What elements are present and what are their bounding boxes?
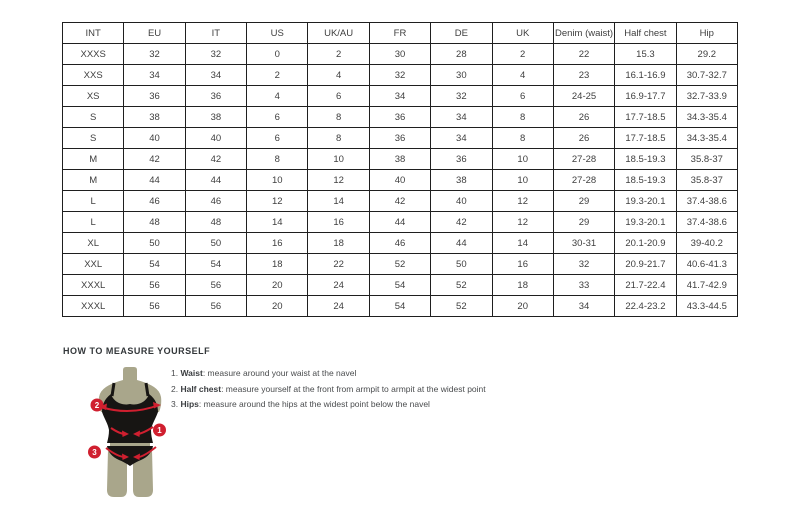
table-cell: XXXL xyxy=(63,296,124,317)
table-cell: 54 xyxy=(369,275,430,296)
table-cell: 30 xyxy=(431,65,492,86)
table-cell: 14 xyxy=(247,212,308,233)
table-cell: 56 xyxy=(124,275,185,296)
table-cell: 32 xyxy=(431,86,492,107)
badge-hips xyxy=(88,446,101,459)
table-cell: 6 xyxy=(247,107,308,128)
column-header: EU xyxy=(124,23,185,44)
table-cell: 21.7-22.4 xyxy=(615,275,676,296)
table-cell: XS xyxy=(63,86,124,107)
table-cell: 8 xyxy=(308,128,369,149)
table-cell: 52 xyxy=(431,296,492,317)
table-row xyxy=(63,149,738,170)
table-cell: 44 xyxy=(369,212,430,233)
table-cell: 29 xyxy=(553,191,614,212)
table-cell: 32.7-33.9 xyxy=(676,86,737,107)
step-term: Half chest xyxy=(180,383,222,394)
table-cell: 17.7-18.5 xyxy=(615,128,676,149)
measure-step xyxy=(171,366,486,382)
table-cell: M xyxy=(63,149,124,170)
table-cell: L xyxy=(63,212,124,233)
column-header: INT xyxy=(63,23,124,44)
table-row xyxy=(63,44,738,65)
table-cell: 34 xyxy=(124,65,185,86)
table-cell: 34 xyxy=(553,296,614,317)
table-cell: XXXL xyxy=(63,275,124,296)
table-cell: 32 xyxy=(185,44,246,65)
step-number: 3. xyxy=(171,399,181,409)
table-cell: 29 xyxy=(553,212,614,233)
table-cell: 12 xyxy=(247,191,308,212)
table-cell: 8 xyxy=(492,128,553,149)
table-cell: 32 xyxy=(124,44,185,65)
table-cell: 34 xyxy=(369,86,430,107)
table-cell: 40 xyxy=(185,128,246,149)
badge-chest-number: 2 xyxy=(94,401,100,410)
table-cell: 2 xyxy=(308,44,369,65)
table-cell: XXS xyxy=(63,65,124,86)
table-cell: 41.7-42.9 xyxy=(676,275,737,296)
table-cell: 42 xyxy=(431,212,492,233)
measure-step xyxy=(171,382,486,398)
badge-chest xyxy=(91,399,104,412)
table-cell: 43.3-44.5 xyxy=(676,296,737,317)
table-cell: 38 xyxy=(124,107,185,128)
table-row xyxy=(63,191,738,212)
table-cell: 52 xyxy=(369,254,430,275)
table-row xyxy=(63,275,738,296)
table-cell: 10 xyxy=(247,170,308,191)
table-cell: 32 xyxy=(369,65,430,86)
table-cell: 54 xyxy=(369,296,430,317)
table-cell: 35.8-37 xyxy=(676,149,737,170)
step-number: 2. xyxy=(171,383,181,394)
size-chart-head xyxy=(63,23,738,44)
column-header: US xyxy=(247,23,308,44)
table-cell: 26 xyxy=(553,107,614,128)
table-cell: 10 xyxy=(492,149,553,170)
column-header: IT xyxy=(185,23,246,44)
table-cell: 20 xyxy=(247,275,308,296)
table-cell: 54 xyxy=(124,254,185,275)
table-cell: 22.4-23.2 xyxy=(615,296,676,317)
table-cell: 27-28 xyxy=(553,170,614,191)
table-cell: 46 xyxy=(369,233,430,254)
table-cell: 24 xyxy=(308,296,369,317)
table-cell: 24-25 xyxy=(553,86,614,107)
table-cell: 23 xyxy=(553,65,614,86)
table-cell: 50 xyxy=(185,233,246,254)
table-cell: 38 xyxy=(185,107,246,128)
table-cell: 19.3-20.1 xyxy=(615,212,676,233)
table-cell: 36 xyxy=(431,149,492,170)
table-cell: 56 xyxy=(124,296,185,317)
table-cell: XXL xyxy=(63,254,124,275)
measure-step xyxy=(171,397,486,413)
table-cell: 48 xyxy=(124,212,185,233)
table-cell: 10 xyxy=(308,149,369,170)
table-row xyxy=(63,254,738,275)
table-cell: 34 xyxy=(185,65,246,86)
table-cell: 46 xyxy=(185,191,246,212)
table-cell: 37.4-38.6 xyxy=(676,191,737,212)
table-row xyxy=(63,233,738,254)
table-cell: S xyxy=(63,128,124,149)
table-cell: 10 xyxy=(492,170,553,191)
badge-waist xyxy=(153,424,166,437)
table-cell: 36 xyxy=(369,128,430,149)
table-cell: 39-40.2 xyxy=(676,233,737,254)
measure-steps xyxy=(171,366,486,413)
table-cell: 19.3-20.1 xyxy=(615,191,676,212)
table-cell: 12 xyxy=(492,191,553,212)
table-cell: 44 xyxy=(431,233,492,254)
how-to-measure-title: HOW TO MEASURE YOURSELF xyxy=(63,346,211,356)
table-cell: 37.4-38.6 xyxy=(676,212,737,233)
table-cell: 38 xyxy=(369,149,430,170)
table-cell: 20.9-21.7 xyxy=(615,254,676,275)
table-cell: 42 xyxy=(369,191,430,212)
table-cell: 44 xyxy=(124,170,185,191)
table-cell: 18.5-19.3 xyxy=(615,149,676,170)
step-description: : measure around the hips at the widest point below the navel xyxy=(198,399,430,409)
column-header: UK xyxy=(492,23,553,44)
table-cell: 16 xyxy=(247,233,308,254)
table-cell: 40.6-41.3 xyxy=(676,254,737,275)
table-row xyxy=(63,128,738,149)
table-cell: 15.3 xyxy=(615,44,676,65)
table-cell: 40 xyxy=(124,128,185,149)
table-row xyxy=(63,212,738,233)
column-header: UK/AU xyxy=(308,23,369,44)
table-cell: 42 xyxy=(185,149,246,170)
table-cell: 42 xyxy=(124,149,185,170)
step-number: 1. xyxy=(171,368,181,378)
table-cell: 16.9-17.7 xyxy=(615,86,676,107)
table-cell: 18 xyxy=(308,233,369,254)
table-cell: 30 xyxy=(369,44,430,65)
table-cell: 56 xyxy=(185,275,246,296)
size-chart-table xyxy=(62,22,738,317)
table-cell: 14 xyxy=(308,191,369,212)
table-cell: 2 xyxy=(492,44,553,65)
table-cell: 50 xyxy=(124,233,185,254)
table-cell: 24 xyxy=(308,275,369,296)
badge-hips-number: 3 xyxy=(92,448,97,457)
table-cell: 56 xyxy=(185,296,246,317)
size-chart-head-row xyxy=(63,23,738,44)
column-header: Hip xyxy=(676,23,737,44)
column-header: DE xyxy=(431,23,492,44)
step-term: Waist xyxy=(180,368,203,378)
table-cell: 26 xyxy=(553,128,614,149)
table-row xyxy=(63,107,738,128)
table-cell: 38 xyxy=(431,170,492,191)
table-cell: 22 xyxy=(308,254,369,275)
step-description: : measure around your waist at the navel xyxy=(202,368,357,378)
column-header: FR xyxy=(369,23,430,44)
table-cell: 30.7-32.7 xyxy=(676,65,737,86)
table-cell: 8 xyxy=(247,149,308,170)
table-cell: 22 xyxy=(553,44,614,65)
column-header: Denim (waist) xyxy=(553,23,614,44)
table-cell: 6 xyxy=(308,86,369,107)
table-cell: 4 xyxy=(492,65,553,86)
table-cell: 36 xyxy=(185,86,246,107)
table-cell: 40 xyxy=(369,170,430,191)
table-cell: L xyxy=(63,191,124,212)
table-cell: 28 xyxy=(431,44,492,65)
table-cell: 12 xyxy=(308,170,369,191)
table-cell: 48 xyxy=(185,212,246,233)
table-cell: 20 xyxy=(247,296,308,317)
table-cell: 18 xyxy=(247,254,308,275)
table-cell: 4 xyxy=(308,65,369,86)
table-cell: 18.5-19.3 xyxy=(615,170,676,191)
table-cell: 32 xyxy=(553,254,614,275)
table-cell: 8 xyxy=(308,107,369,128)
table-cell: 40 xyxy=(431,191,492,212)
table-cell: 16 xyxy=(492,254,553,275)
table-cell: 30-31 xyxy=(553,233,614,254)
table-cell: 50 xyxy=(431,254,492,275)
table-cell: 16.1-16.9 xyxy=(615,65,676,86)
table-cell: 27-28 xyxy=(553,149,614,170)
table-cell: XL xyxy=(63,233,124,254)
step-term: Hips xyxy=(180,399,199,409)
step-description: : measure yourself at the front from armpit to armpit at the widest point xyxy=(221,383,486,394)
table-row xyxy=(63,170,738,191)
table-cell: 34 xyxy=(431,107,492,128)
table-cell: 46 xyxy=(124,191,185,212)
column-header: Half chest xyxy=(615,23,676,44)
table-cell: 34.3-35.4 xyxy=(676,128,737,149)
table-row xyxy=(63,296,738,317)
table-cell: 0 xyxy=(247,44,308,65)
badge-waist-number: 1 xyxy=(157,426,162,435)
table-cell: 54 xyxy=(185,254,246,275)
table-cell: 6 xyxy=(247,128,308,149)
table-cell: 35.8-37 xyxy=(676,170,737,191)
table-cell: 29.2 xyxy=(676,44,737,65)
table-cell: 20.1-20.9 xyxy=(615,233,676,254)
size-chart-body xyxy=(63,44,738,317)
table-cell: 2 xyxy=(247,65,308,86)
table-cell: M xyxy=(63,170,124,191)
table-cell: 36 xyxy=(124,86,185,107)
table-cell: S xyxy=(63,107,124,128)
table-cell: 4 xyxy=(247,86,308,107)
table-cell: 8 xyxy=(492,107,553,128)
table-cell: 36 xyxy=(369,107,430,128)
table-cell: 16 xyxy=(308,212,369,233)
table-cell: 12 xyxy=(492,212,553,233)
table-cell: 33 xyxy=(553,275,614,296)
table-cell: 52 xyxy=(431,275,492,296)
table-cell: 34.3-35.4 xyxy=(676,107,737,128)
table-cell: 20 xyxy=(492,296,553,317)
table-cell: XXXS xyxy=(63,44,124,65)
table-cell: 34 xyxy=(431,128,492,149)
table-row xyxy=(63,65,738,86)
table-row xyxy=(63,86,738,107)
table-cell: 17.7-18.5 xyxy=(615,107,676,128)
table-cell: 44 xyxy=(185,170,246,191)
table-cell: 6 xyxy=(492,86,553,107)
table-cell: 14 xyxy=(492,233,553,254)
table-cell: 18 xyxy=(492,275,553,296)
